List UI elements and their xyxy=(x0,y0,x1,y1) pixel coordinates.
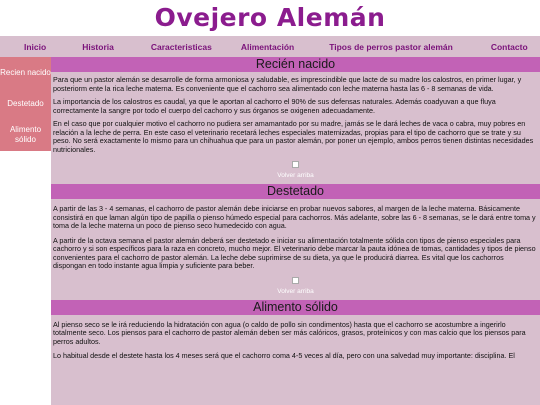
paragraph: Lo habitual desde el destete hasta los 4 meses será que el cachorro coma 4-5 veces al día, pero con una salvedad muy importante: disciplina. El xyxy=(53,351,515,360)
side-item-destetado[interactable]: Destetado xyxy=(0,89,51,119)
side-item-alimento-solido[interactable]: Alimento sólido xyxy=(0,119,51,151)
top-navigation xyxy=(0,36,540,57)
back-to-top-link[interactable]: Volver arriba xyxy=(277,287,314,295)
broken-image-icon xyxy=(51,159,540,171)
back-to-top-link[interactable]: Volver arriba xyxy=(277,172,314,179)
paragraph: La importancia de los calostros es caudal, ya que le aportan al cachorro el 90% de sus defensas naturales. Además coadyuvan a que fluya correctamente la sangre por todo el cuerpo del cachorro y sus órganos se oxigenen adecuadamente. xyxy=(53,97,496,115)
paragraph: Para que un pastor alemán se desarrolle de forma armoniosa y saludable, es imprescindible que lacte de su madre los calostros, en primer lugar, y posteriorm ente la rica leche materna. Es conveniente que el cachorro sea alimentado con leche materna hasta las 6 - 8 semanas de vida. xyxy=(53,75,522,93)
side-navigation xyxy=(0,57,51,405)
paragraph: Al pienso seco se le irá reduciendo la hidratación con agua (o caldo de pollo sin condimentos) hasta que el cachorro se acostumbre a ingerirlo totalmente seco. Los piensos para el cachorro de pastor alemán deben ser más calóricos, grasos, proteínicos y con mas calcio que los piensos para perros adultos. xyxy=(53,319,526,346)
section-title-destetado: Destetado xyxy=(51,184,540,199)
nav-tipos[interactable]: Tipos de perros pastor alemán xyxy=(329,41,453,52)
main-content xyxy=(51,57,540,405)
nav-historia[interactable]: Historia xyxy=(82,41,114,52)
site-title: Ovejero Alemán xyxy=(154,3,386,32)
nav-alimentacion[interactable]: Alimentación xyxy=(240,41,295,52)
nav-contacto[interactable]: Contacto xyxy=(490,41,528,52)
side-item-recien-nacido[interactable]: Recien nacido xyxy=(0,57,51,89)
nav-inicio[interactable]: Inicio xyxy=(24,41,47,52)
paragraph: A partir de las 3 - 4 semanas, el cachorro de pastor alemán debe iniciarse en probar nuevos sabores, al margen de la leche materna. Básicamente consistirá en que laman algún tipo de papilla o pienso húmedo especial para cachorros. Más adelante, sobre las 6 - 8 semanas, se le dará entre toma y toma de la leche materna un poco de pienso seco humedecido con agua. xyxy=(53,204,536,230)
section-title-recien-nacido: Recién nacido xyxy=(51,57,540,72)
broken-image-icon xyxy=(51,275,540,287)
paragraph: A partir de la octava semana el pastor alemán deberá ser destetado e iniciar su alimentación totalmente sólida con tipos de pienso especiales para cachorro y si son específicos para la raza en concreto, mucho mejor. El veterinario debe marcar la pauta idónea de tomas, cantidades y tipos de pienso convenientes para el cachorro de pastor alemán. La leche debe suprimirse de su dieta, ya que le producirá diarrea. Es vital que los cachorros dispongan en todo instante agua limpia y suficiente para beber. xyxy=(53,235,536,270)
paragraph: En el caso que por cualquier motivo el cachorro no pudiera ser amamantado por su madre, jamás se le dará leches de vaca o cabra, muy pobres en relación a la leche de perra. En este caso el veterinario recetará leches especiales maternizadas, propias para el tipo de cachorro que se trate y su peso. No será exactamente lo mismo para un chihuahua que para un pastor alemán, por poner un ejemplo, ambos perros tienen distintas necesidades nutricionales. xyxy=(53,119,534,154)
nav-caracteristicas[interactable]: Caracteristicas xyxy=(150,41,212,52)
section-title-alimento-solido: Alimento sólido xyxy=(51,300,540,315)
